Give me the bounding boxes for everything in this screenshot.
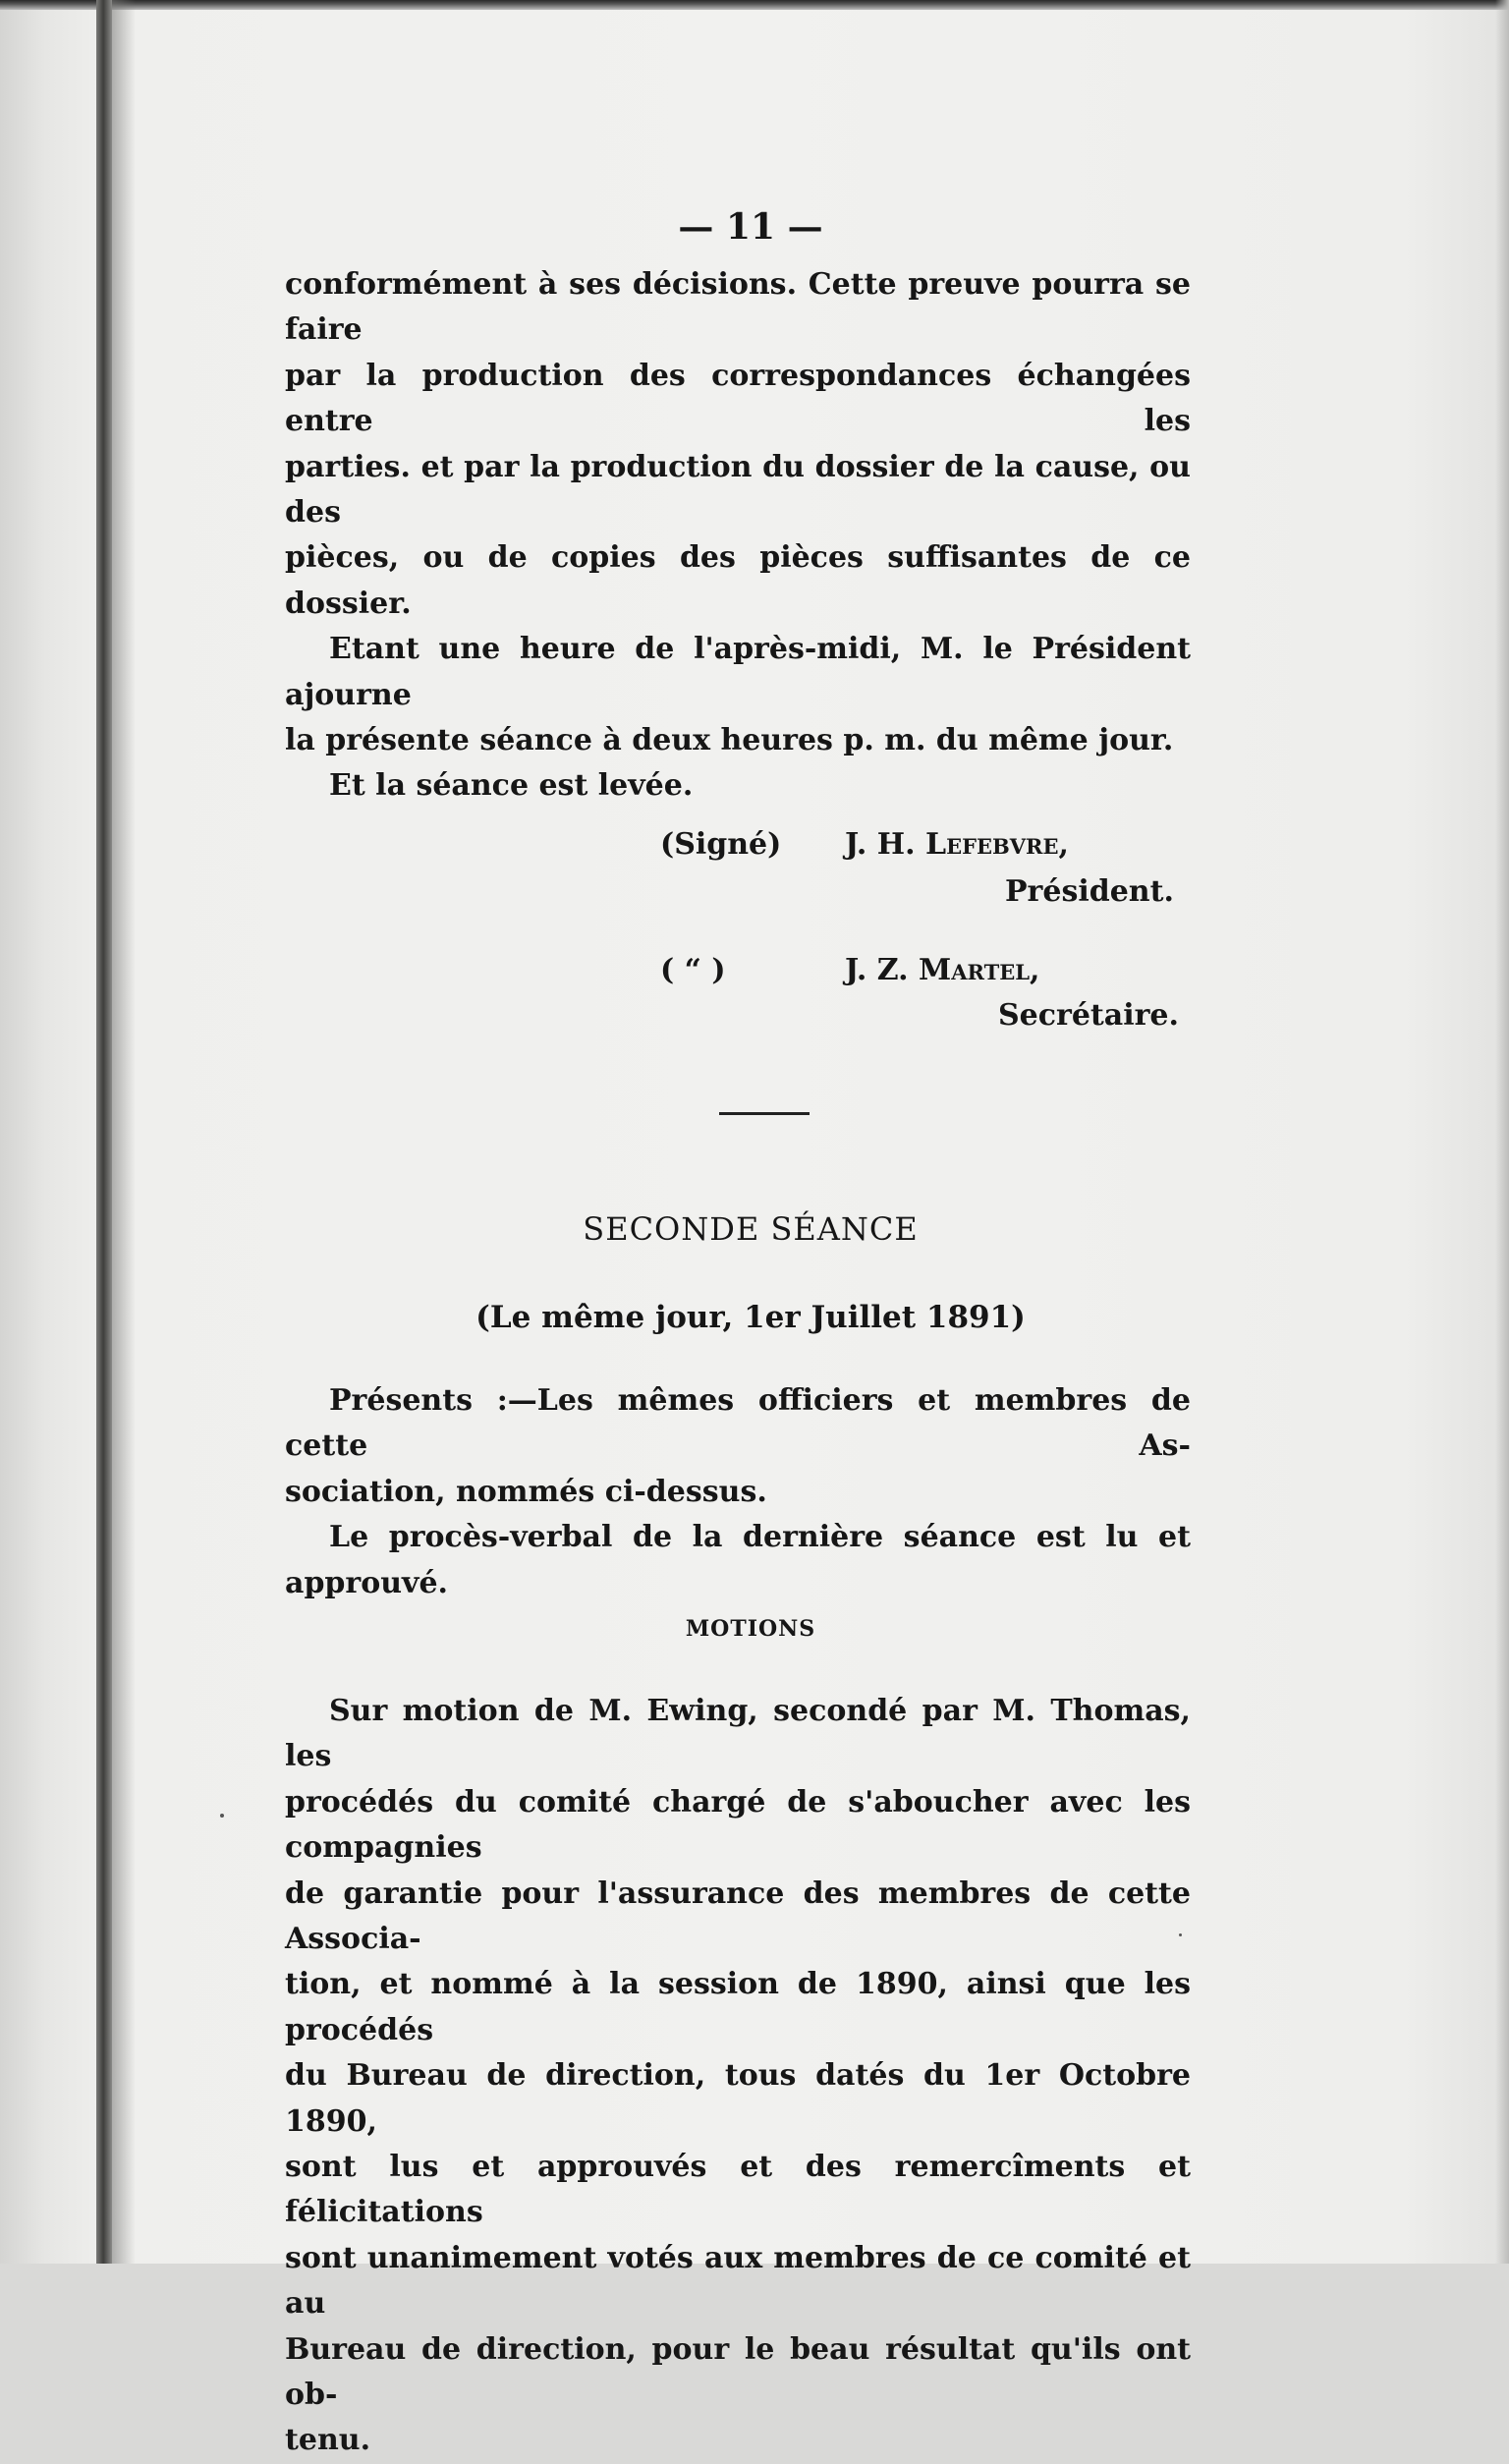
text-line: parties. et par la production du dossier de la cause, ou des [285, 449, 1191, 531]
text-line: conformément à ses décisions. Cette preuve pourra se faire [285, 267, 1191, 348]
text-line: de garantie pour l'assurance des membres de cette Associa- [285, 1876, 1191, 1956]
page-content [285, 201, 1191, 2464]
motions-heading: MOTIONS [685, 1615, 816, 1642]
president-name: J. H. Lefebvre, [845, 826, 1069, 862]
text-line: Bureau de direction, pour le beau résultat qu'ils ont ob- [285, 2331, 1191, 2412]
text-line: tenu. [285, 2423, 371, 2458]
section-separator [719, 1112, 810, 1115]
page-number: — 11 — [678, 206, 823, 248]
text-line: sociation, nommés ci-dessus. [285, 1474, 767, 1509]
gutter-shadow [112, 0, 136, 2264]
signed-label: (Signé) [660, 826, 782, 862]
text-line: procédés du comité chargé de s'aboucher avec les compagnies [285, 1784, 1191, 1866]
secretary-name: J. Z. Martel, [845, 952, 1040, 987]
text-line: du Bureau de direction, tous datés du 1er Octobre 1890, [285, 2058, 1191, 2139]
paper-speck [220, 1814, 224, 1818]
closing-paragraph [285, 763, 1191, 809]
text-line: par la production des correspondances échangées entre les [285, 358, 1191, 439]
secretary-title: Secrétaire. [998, 997, 1179, 1033]
minutes-paragraph [285, 1515, 1191, 1606]
signature-block [285, 810, 1191, 1094]
motion-paragraph [285, 1689, 1191, 2464]
text-line: pièces, ou de copies des pièces suffisantes de ce dossier. [285, 540, 1191, 621]
president-title: Président. [1005, 873, 1174, 909]
text-line: tion, et nommé à la session de 1890, ainsi que les procédés [285, 1967, 1191, 2047]
text-line: sont unanimement votés aux membres de ce comité et au [285, 2240, 1191, 2322]
minutes-line: Le procès-verbal de la dernière séance est lu et approuvé. [285, 1520, 1191, 1600]
ditto-label: ( “ ) [660, 952, 726, 987]
page-right-edge [1495, 0, 1509, 2264]
binding-gutter [96, 0, 112, 2264]
closing-line: Et la séance est levée. [329, 768, 694, 804]
text-line: Etant une heure de l'après-midi, M. le Président ajourne [285, 632, 1191, 712]
text-line: Sur motion de M. Ewing, secondé par M. Thomas, les [285, 1693, 1191, 1774]
session-heading: SECONDE SÉANCE [583, 1209, 919, 1248]
session-subheading: (Le même jour, 1er Juillet 1891) [475, 1299, 1026, 1335]
text-line: la présente séance à deux heures p. m. du même jour. [285, 723, 1174, 758]
presents-paragraph [285, 1378, 1191, 1515]
adjourn-paragraph [285, 627, 1191, 763]
text-line: sont lus et approuvés et des remercîments et félicitations [285, 2149, 1191, 2230]
text-line: Présents :—Les mêmes officiers et membres de cette As- [285, 1382, 1191, 1464]
first-paragraph [285, 262, 1191, 627]
page-top-edge [0, 0, 1509, 10]
